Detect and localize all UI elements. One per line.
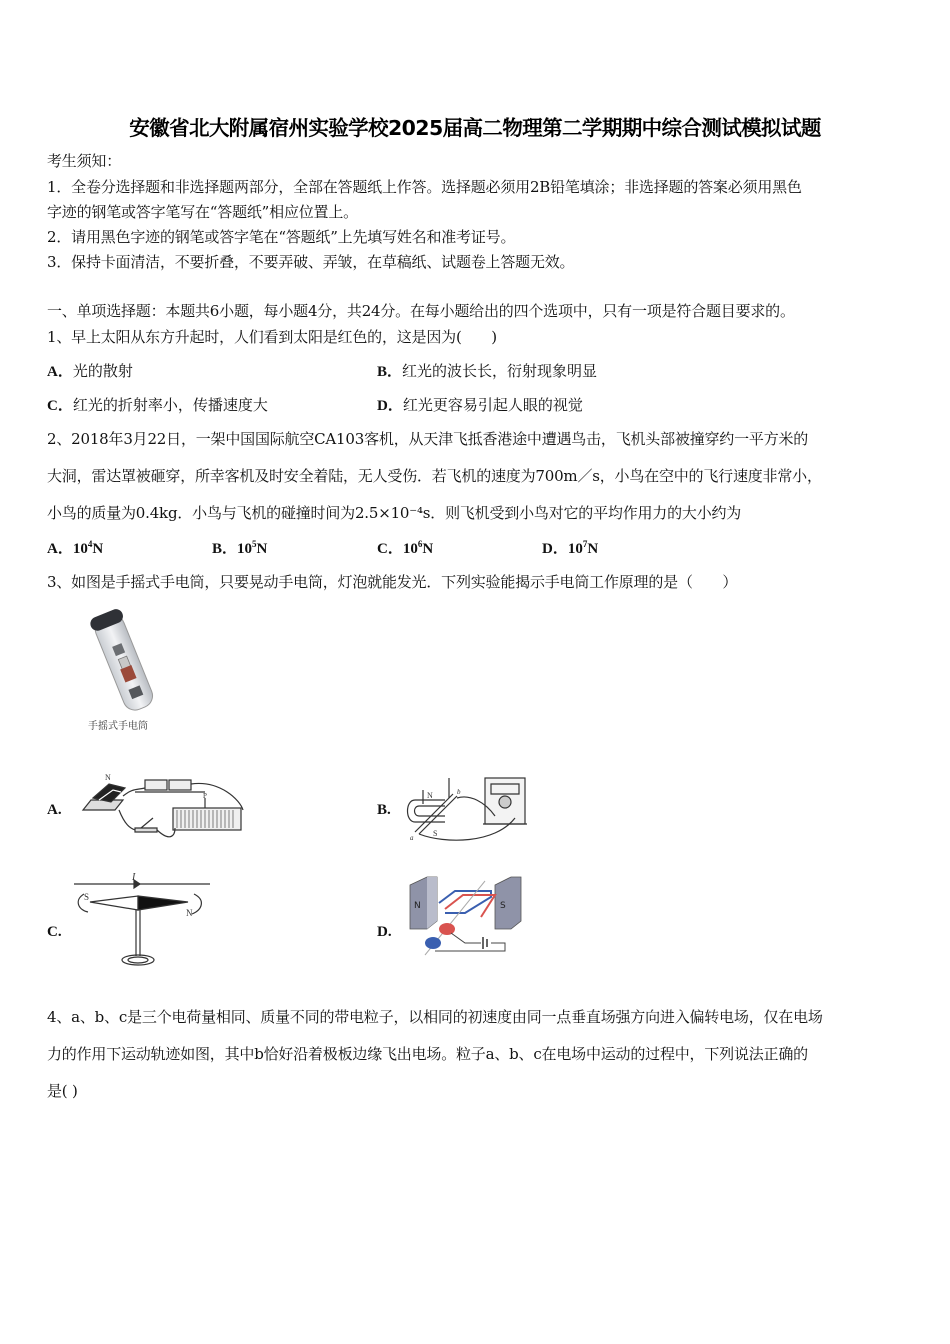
option-label: C．: [377, 541, 403, 557]
q3-option-c-label: C.: [47, 924, 62, 940]
question-3-stem: 3、如图是手摇式手电筒，只要晃动手电筒，灯泡就能发光．下列实验能揭示手电筒工作原理的是（ ）: [47, 573, 738, 591]
question-2-stem-line-1: 2、2018年3月22日，一架中国国际航空CA103客机，从天津飞抵香港途中遭遇鸟击，飞机头部被撞穿约一平方米的: [47, 430, 809, 448]
pole-label: N: [105, 773, 111, 782]
svg-text:N: N: [427, 791, 433, 800]
flashlight-figure: [60, 605, 190, 735]
option-label: B．: [377, 364, 403, 380]
option-exponent: 5: [252, 539, 257, 549]
notice-item-3: 3．保持卡面清洁，不要折叠，不要弄破、弄皱，在草稿纸、试题卷上答题无效。: [47, 253, 575, 271]
option-label: D．: [542, 541, 568, 557]
q3-option-c-figure: [72, 870, 212, 970]
q2-option-d: [542, 538, 598, 559]
svg-text:N: N: [186, 908, 193, 918]
q1-option-d: [377, 395, 583, 416]
question-2-stem-line-2: 大洞，雷达罩被砸穿，所幸客机及时安全着陆，无人受伤．若飞机的速度为700m／s，小鸟在空中的飞行速度非常小，: [47, 467, 822, 485]
q3-option-b-label: B.: [377, 802, 391, 818]
q3-option-d-label: D.: [377, 924, 392, 940]
option-base: 10: [72, 541, 88, 557]
svg-text:P: P: [203, 792, 207, 800]
q3-option-a-figure: [75, 770, 250, 850]
question-4-stem-line-2: 力的作用下运动轨迹如图，其中b恰好沿着极板边缘飞出电场。粒子a、b、c在电场中运动的过程中，下列说法正确的: [47, 1045, 808, 1063]
option-base: 10: [237, 541, 253, 557]
option-unit: N: [587, 541, 599, 557]
option-label: B．: [212, 541, 238, 557]
q3-option-a-label: A.: [47, 802, 62, 818]
galvanometer-circuit-icon: [405, 772, 530, 847]
electromagnet-circuit-icon: [75, 770, 250, 850]
svg-text:S: S: [500, 901, 506, 911]
q2-option-c: [377, 538, 433, 559]
notice-item-1-cont: 字迹的钢笔或答字笔写在“答题纸”相应位置上。: [47, 203, 358, 221]
q1-option-c: [47, 395, 268, 416]
flashlight-image: [60, 605, 190, 715]
option-base: 10: [567, 541, 583, 557]
q2-option-a: [47, 538, 103, 559]
notice-item-2: 2．请用黑色字迹的钢笔或答字笔在“答题纸”上先填写姓名和准考证号。: [47, 228, 516, 246]
page-title: 安徽省北大附属宿州实验学校2025届高二物理第二学期期中综合测试模拟试题: [129, 116, 821, 140]
option-text: 红光的折射率小，传播速度大: [72, 396, 268, 414]
svg-text:S: S: [84, 892, 90, 902]
svg-text:a: a: [410, 834, 414, 842]
option-label: D．: [377, 398, 403, 414]
question-2-stem-line-3: 小鸟的质量为0.4kg．小鸟与飞机的碰撞时间为2.5×10⁻⁴s．则飞机受到小鸟对它的平均作用力的大小约为: [47, 504, 742, 522]
notice-heading: 考生须知：: [47, 152, 122, 170]
q2-option-b: [212, 538, 267, 559]
option-exponent: 4: [87, 539, 93, 549]
option-unit: N: [256, 541, 268, 557]
option-text: 红光的波长长，衍射现象明显: [402, 362, 598, 380]
question-1-stem: 1、早上太阳从东方升起时，人们看到太阳是红色的，这是因为( ): [47, 328, 497, 346]
option-label: C．: [47, 398, 73, 414]
motor-coil-icon: [405, 873, 525, 963]
svg-text:S: S: [433, 829, 438, 838]
option-label: A．: [47, 541, 73, 557]
flashlight-caption: 手摇式手电筒: [88, 721, 148, 732]
q3-option-b-figure: [405, 772, 530, 847]
q1-option-a: [47, 361, 133, 382]
option-base: 10: [402, 541, 418, 557]
option-text: 光的散射: [72, 362, 133, 380]
question-4-stem-line-3: 是( ): [47, 1082, 78, 1100]
q1-option-b: [377, 361, 597, 382]
option-exponent: 6: [417, 539, 423, 549]
option-unit: N: [422, 541, 434, 557]
q3-option-d-figure: [405, 873, 525, 963]
option-unit: N: [92, 541, 104, 557]
option-label: A．: [47, 364, 73, 380]
option-text: 红光更容易引起人眼的视觉: [402, 396, 583, 414]
svg-text:N: N: [414, 901, 421, 911]
question-4-stem-line-1: 4、a、b、c是三个电荷量相同、质量不同的带电粒子，以相同的初速度由同一点垂直场强方向进入偏转电场，仅在电场: [47, 1008, 823, 1026]
compass-needle-icon: [72, 870, 212, 970]
section-heading: 一、单项选择题：本题共6小题，每小题4分，共24分。在每小题给出的四个选项中，只有一项是符合题目要求的。: [47, 302, 795, 320]
option-exponent: 7: [582, 539, 588, 549]
svg-text:I: I: [132, 872, 136, 883]
notice-item-1: 1．全卷分选择题和非选择题两部分，全部在答题纸上作答。选择题必须用2B铅笔填涂；非选择题的答案必须用黑色: [47, 178, 802, 196]
svg-text:b: b: [457, 788, 461, 796]
